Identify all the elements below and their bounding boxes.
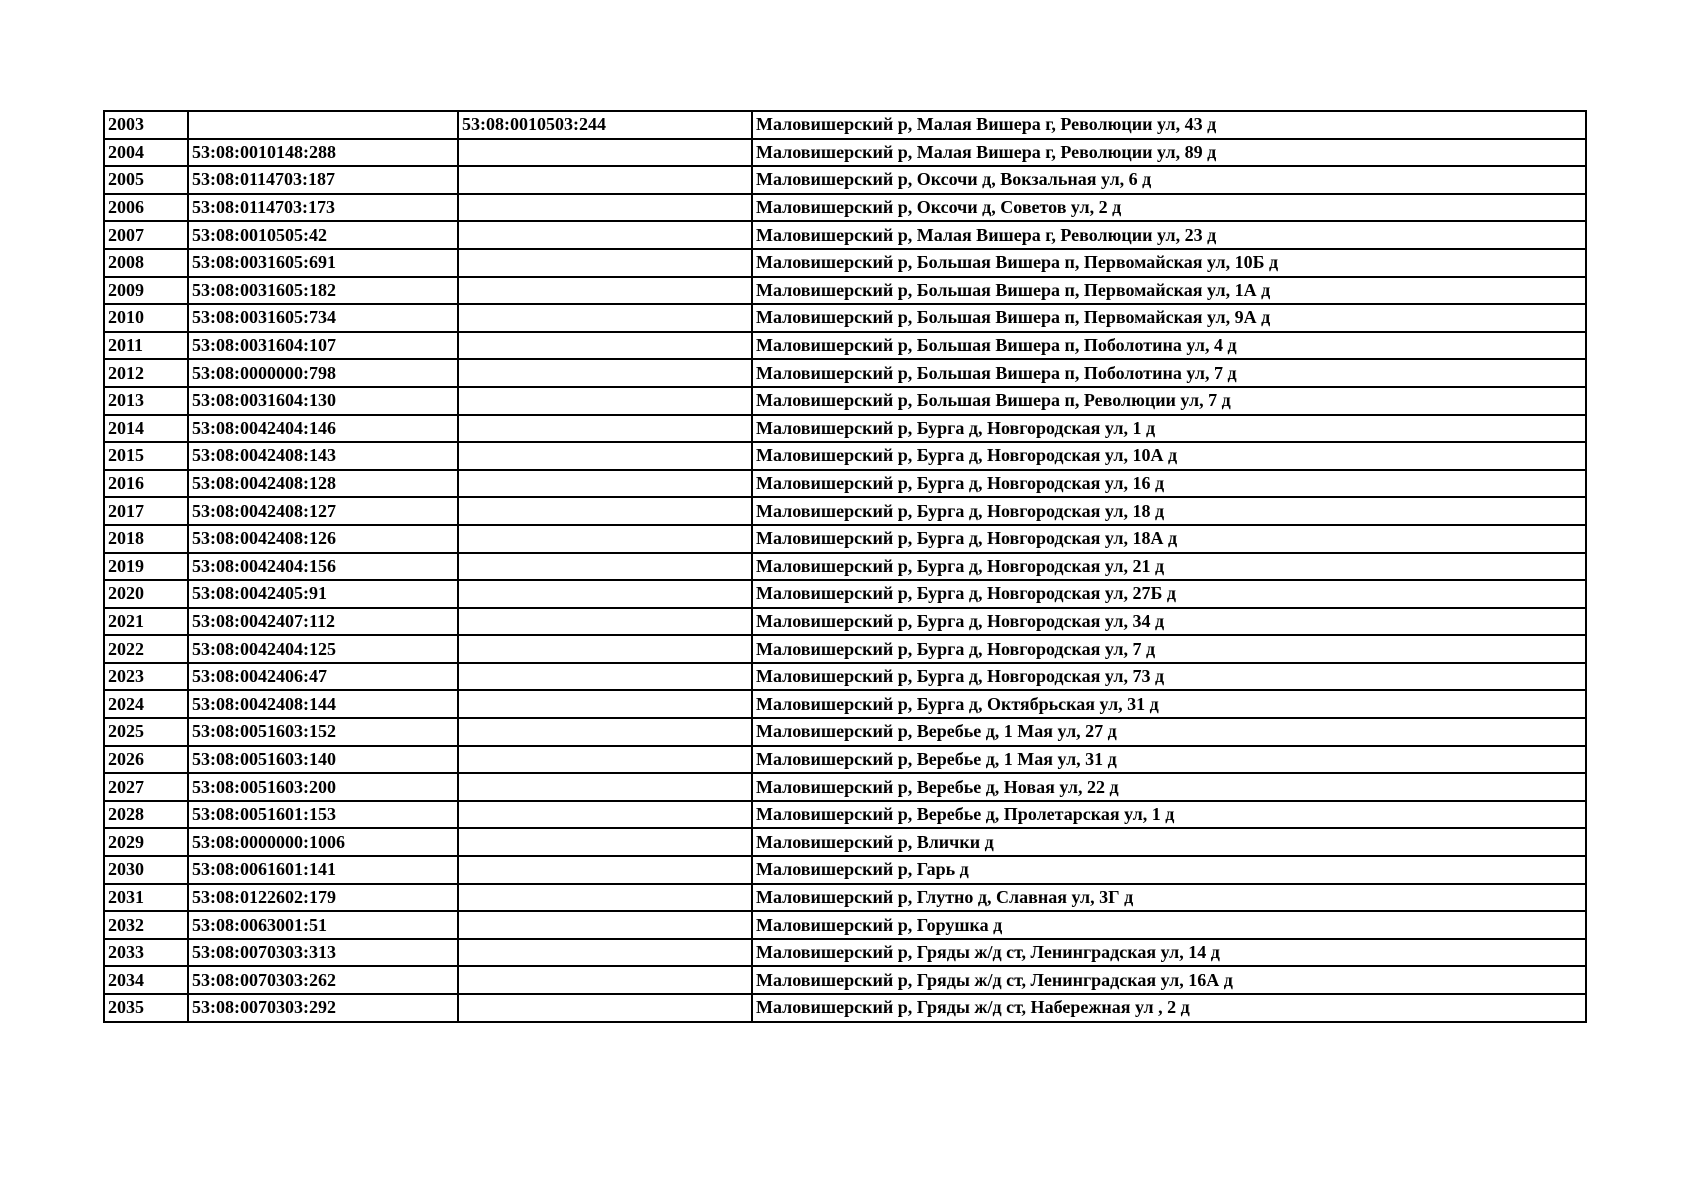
cadastral-number-cell: 53:08:0042404:125 (188, 635, 458, 663)
address-cell: Маловишерский р, Малая Вишера г, Революции ул, 89 д (752, 139, 1586, 167)
table-row (104, 773, 1586, 801)
cadastral-number-cell: 53:08:0042408:128 (188, 470, 458, 498)
row-number-cell: 2023 (104, 663, 188, 691)
address-cell: Маловишерский р, Гряды ж/д ст, Ленинградская ул, 16А д (752, 966, 1586, 994)
address-cell: Маловишерский р, Бурга д, Новгородская ул, 21 д (752, 553, 1586, 581)
row-number-cell: 2005 (104, 166, 188, 194)
second-cadastral-number-cell (458, 194, 752, 222)
second-cadastral-number-cell (458, 690, 752, 718)
table-row (104, 994, 1586, 1022)
cadastral-number-cell: 53:08:0063001:51 (188, 911, 458, 939)
row-number-cell: 2016 (104, 470, 188, 498)
row-number-cell: 2003 (104, 111, 188, 139)
address-cell: Маловишерский р, Бурга д, Новгородская ул, 16 д (752, 470, 1586, 498)
row-number-cell: 2013 (104, 387, 188, 415)
address-cell: Маловишерский р, Веребье д, Новая ул, 22 д (752, 773, 1586, 801)
cadastral-number-cell: 53:08:0031605:734 (188, 304, 458, 332)
address-cell: Маловишерский р, Веребье д, Пролетарская ул, 1 д (752, 801, 1586, 829)
address-cell: Маловишерский р, Гряды ж/д ст, Набережная ул , 2 д (752, 994, 1586, 1022)
cadastral-number-cell: 53:08:0042408:126 (188, 525, 458, 553)
registry-table (103, 110, 1587, 1023)
address-cell: Маловишерский р, Бурга д, Новгородская ул, 1 д (752, 415, 1586, 443)
row-number-cell: 2035 (104, 994, 188, 1022)
table-row (104, 249, 1586, 277)
cadastral-number-cell: 53:08:0010505:42 (188, 221, 458, 249)
table-row (104, 718, 1586, 746)
cadastral-number-cell: 53:08:0031604:107 (188, 332, 458, 360)
address-cell: Маловишерский р, Горушка д (752, 911, 1586, 939)
cadastral-number-cell: 53:08:0070303:313 (188, 939, 458, 967)
address-cell: Маловишерский р, Оксочи д, Советов ул, 2 д (752, 194, 1586, 222)
address-cell: Маловишерский р, Бурга д, Новгородская ул, 10А д (752, 442, 1586, 470)
second-cadastral-number-cell (458, 166, 752, 194)
row-number-cell: 2029 (104, 828, 188, 856)
second-cadastral-number-cell (458, 801, 752, 829)
address-cell: Маловишерский р, Малая Вишера г, Революции ул, 23 д (752, 221, 1586, 249)
table-row (104, 139, 1586, 167)
cadastral-number-cell: 53:08:0031604:130 (188, 387, 458, 415)
second-cadastral-number-cell (458, 635, 752, 663)
second-cadastral-number-cell (458, 608, 752, 636)
cadastral-number-cell: 53:08:0031605:182 (188, 277, 458, 305)
row-number-cell: 2020 (104, 580, 188, 608)
table-row (104, 608, 1586, 636)
table-row (104, 111, 1586, 139)
table-row (104, 304, 1586, 332)
address-cell: Маловишерский р, Большая Вишера п, Первомайская ул, 9А д (752, 304, 1586, 332)
registry-table-body (104, 111, 1586, 1022)
cadastral-number-cell: 53:08:0000000:1006 (188, 828, 458, 856)
cadastral-number-cell: 53:08:0042404:156 (188, 553, 458, 581)
second-cadastral-number-cell (458, 553, 752, 581)
table-row (104, 884, 1586, 912)
address-cell: Маловишерский р, Влички д (752, 828, 1586, 856)
table-row (104, 828, 1586, 856)
row-number-cell: 2028 (104, 801, 188, 829)
address-cell: Маловишерский р, Оксочи д, Вокзальная ул, 6 д (752, 166, 1586, 194)
row-number-cell: 2015 (104, 442, 188, 470)
second-cadastral-number-cell (458, 332, 752, 360)
address-cell: Маловишерский р, Бурга д, Новгородская ул, 73 д (752, 663, 1586, 691)
second-cadastral-number-cell (458, 497, 752, 525)
row-number-cell: 2006 (104, 194, 188, 222)
cadastral-number-cell: 53:08:0042404:146 (188, 415, 458, 443)
cadastral-number-cell: 53:08:0051601:153 (188, 801, 458, 829)
second-cadastral-number-cell (458, 994, 752, 1022)
table-row (104, 690, 1586, 718)
second-cadastral-number-cell (458, 856, 752, 884)
table-row (104, 663, 1586, 691)
address-cell: Маловишерский р, Бурга д, Новгородская ул, 18 д (752, 497, 1586, 525)
second-cadastral-number-cell (458, 939, 752, 967)
row-number-cell: 2021 (104, 608, 188, 636)
row-number-cell: 2007 (104, 221, 188, 249)
second-cadastral-number-cell (458, 525, 752, 553)
table-row (104, 415, 1586, 443)
second-cadastral-number-cell (458, 470, 752, 498)
second-cadastral-number-cell (458, 221, 752, 249)
address-cell: Маловишерский р, Большая Вишера п, Поболотина ул, 7 д (752, 359, 1586, 387)
second-cadastral-number-cell (458, 773, 752, 801)
cadastral-number-cell: 53:08:0031605:691 (188, 249, 458, 277)
row-number-cell: 2025 (104, 718, 188, 746)
table-row (104, 359, 1586, 387)
row-number-cell: 2017 (104, 497, 188, 525)
cadastral-number-cell: 53:08:0070303:262 (188, 966, 458, 994)
row-number-cell: 2009 (104, 277, 188, 305)
address-cell: Маловишерский р, Большая Вишера п, Революции ул, 7 д (752, 387, 1586, 415)
cadastral-number-cell: 53:08:0051603:200 (188, 773, 458, 801)
second-cadastral-number-cell (458, 304, 752, 332)
cadastral-number-cell: 53:08:0042406:47 (188, 663, 458, 691)
address-cell: Маловишерский р, Веребье д, 1 Мая ул, 27 д (752, 718, 1586, 746)
cadastral-number-cell: 53:08:0042408:127 (188, 497, 458, 525)
second-cadastral-number-cell (458, 442, 752, 470)
cadastral-number-cell: 53:08:0000000:798 (188, 359, 458, 387)
second-cadastral-number-cell (458, 828, 752, 856)
second-cadastral-number-cell (458, 718, 752, 746)
row-number-cell: 2024 (104, 690, 188, 718)
row-number-cell: 2034 (104, 966, 188, 994)
second-cadastral-number-cell (458, 663, 752, 691)
cadastral-number-cell: 53:08:0114703:187 (188, 166, 458, 194)
second-cadastral-number-cell (458, 415, 752, 443)
row-number-cell: 2004 (104, 139, 188, 167)
row-number-cell: 2019 (104, 553, 188, 581)
cadastral-number-cell (188, 111, 458, 139)
row-number-cell: 2031 (104, 884, 188, 912)
second-cadastral-number-cell: 53:08:0010503:244 (458, 111, 752, 139)
second-cadastral-number-cell (458, 139, 752, 167)
second-cadastral-number-cell (458, 580, 752, 608)
row-number-cell: 2030 (104, 856, 188, 884)
row-number-cell: 2011 (104, 332, 188, 360)
address-cell: Маловишерский р, Большая Вишера п, Поболотина ул, 4 д (752, 332, 1586, 360)
table-row (104, 470, 1586, 498)
table-row (104, 746, 1586, 774)
address-cell: Маловишерский р, Веребье д, 1 Мая ул, 31 д (752, 746, 1586, 774)
cadastral-number-cell: 53:08:0010148:288 (188, 139, 458, 167)
address-cell: Маловишерский р, Большая Вишера п, Первомайская ул, 10Б д (752, 249, 1586, 277)
table-row (104, 856, 1586, 884)
second-cadastral-number-cell (458, 359, 752, 387)
table-row (104, 497, 1586, 525)
cadastral-number-cell: 53:08:0122602:179 (188, 884, 458, 912)
second-cadastral-number-cell (458, 277, 752, 305)
row-number-cell: 2022 (104, 635, 188, 663)
cadastral-number-cell: 53:08:0051603:140 (188, 746, 458, 774)
address-cell: Маловишерский р, Бурга д, Новгородская ул, 7 д (752, 635, 1586, 663)
table-row (104, 553, 1586, 581)
address-cell: Маловишерский р, Гряды ж/д ст, Ленинградская ул, 14 д (752, 939, 1586, 967)
cadastral-number-cell: 53:08:0114703:173 (188, 194, 458, 222)
address-cell: Маловишерский р, Гарь д (752, 856, 1586, 884)
table-row (104, 580, 1586, 608)
cadastral-number-cell: 53:08:0051603:152 (188, 718, 458, 746)
table-row (104, 966, 1586, 994)
cadastral-number-cell: 53:08:0061601:141 (188, 856, 458, 884)
table-row (104, 939, 1586, 967)
cadastral-number-cell: 53:08:0042408:144 (188, 690, 458, 718)
address-cell: Маловишерский р, Бурга д, Новгородская ул, 18А д (752, 525, 1586, 553)
row-number-cell: 2014 (104, 415, 188, 443)
table-row (104, 801, 1586, 829)
address-cell: Маловишерский р, Большая Вишера п, Первомайская ул, 1А д (752, 277, 1586, 305)
row-number-cell: 2008 (104, 249, 188, 277)
table-row (104, 525, 1586, 553)
table-row (104, 277, 1586, 305)
address-cell: Маловишерский р, Бурга д, Новгородская ул, 27Б д (752, 580, 1586, 608)
second-cadastral-number-cell (458, 746, 752, 774)
table-row (104, 332, 1586, 360)
address-cell: Маловишерский р, Глутно д, Славная ул, 3Г д (752, 884, 1586, 912)
table-row (104, 911, 1586, 939)
table-row (104, 221, 1586, 249)
second-cadastral-number-cell (458, 387, 752, 415)
second-cadastral-number-cell (458, 884, 752, 912)
table-row (104, 166, 1586, 194)
cadastral-number-cell: 53:08:0042408:143 (188, 442, 458, 470)
cadastral-number-cell: 53:08:0042405:91 (188, 580, 458, 608)
second-cadastral-number-cell (458, 249, 752, 277)
row-number-cell: 2033 (104, 939, 188, 967)
table-row (104, 635, 1586, 663)
row-number-cell: 2018 (104, 525, 188, 553)
row-number-cell: 2026 (104, 746, 188, 774)
row-number-cell: 2012 (104, 359, 188, 387)
address-cell: Маловишерский р, Бурга д, Октябрьская ул, 31 д (752, 690, 1586, 718)
address-cell: Маловишерский р, Бурга д, Новгородская ул, 34 д (752, 608, 1586, 636)
table-row (104, 387, 1586, 415)
second-cadastral-number-cell (458, 911, 752, 939)
row-number-cell: 2032 (104, 911, 188, 939)
cadastral-number-cell: 53:08:0042407:112 (188, 608, 458, 636)
row-number-cell: 2027 (104, 773, 188, 801)
cadastral-number-cell: 53:08:0070303:292 (188, 994, 458, 1022)
address-cell: Маловишерский р, Малая Вишера г, Революции ул, 43 д (752, 111, 1586, 139)
table-row (104, 442, 1586, 470)
table-row (104, 194, 1586, 222)
row-number-cell: 2010 (104, 304, 188, 332)
second-cadastral-number-cell (458, 966, 752, 994)
